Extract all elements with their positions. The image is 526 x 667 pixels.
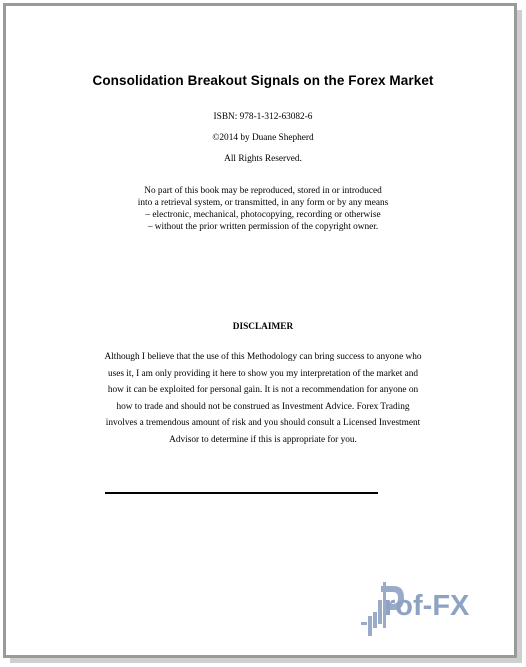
notice-line: – electronic, mechanical, photocopying, recording or otherwise [145,210,381,220]
disclaimer-text [80,349,446,448]
disclaimer-heading: DISCLAIMER [232,322,294,332]
disclaimer-line: Advisor to determine if this is appropriate for you. [169,434,357,445]
disclaimer-line: involves a tremendous amount of risk and you should consult a Licensed Investment [105,418,421,428]
copyright-line: ©2014 by Duane Shepherd [212,133,314,143]
book-title: Consolidation Breakout Signals on the Forex Market [92,73,434,88]
disclaimer-line: Although I believe that the use of this Methodology can bring success to anyone who [104,352,422,362]
page-shadow-right [517,10,522,662]
isbn-line: ISBN: 978-1-312-63082-6 [213,112,313,122]
disclaimer-line: how it can be exploited for personal gain. It is not a recommendation for anyone on [107,385,419,395]
disclaimer-line: how to trade and should not be construed as Investment Advice. Forex Trading [116,401,410,412]
notice-line: – without the prior written permission of the copyright owner. [147,222,379,232]
watermark-text: rof-FX [384,590,470,622]
page-shadow-bottom [10,658,522,663]
notice-line: into a retrieval system, or transmitted, in any form or by any means [137,198,389,208]
signature-rule [105,492,378,494]
notice-line: No part of this book may be reproduced, stored in or introduced [144,186,382,196]
disclaimer-line: uses it, I am only providing it here to show you my interpretation of the market and [107,368,419,379]
rights-line: All Rights Reserved. [224,154,302,164]
copyright-notice [100,185,426,233]
